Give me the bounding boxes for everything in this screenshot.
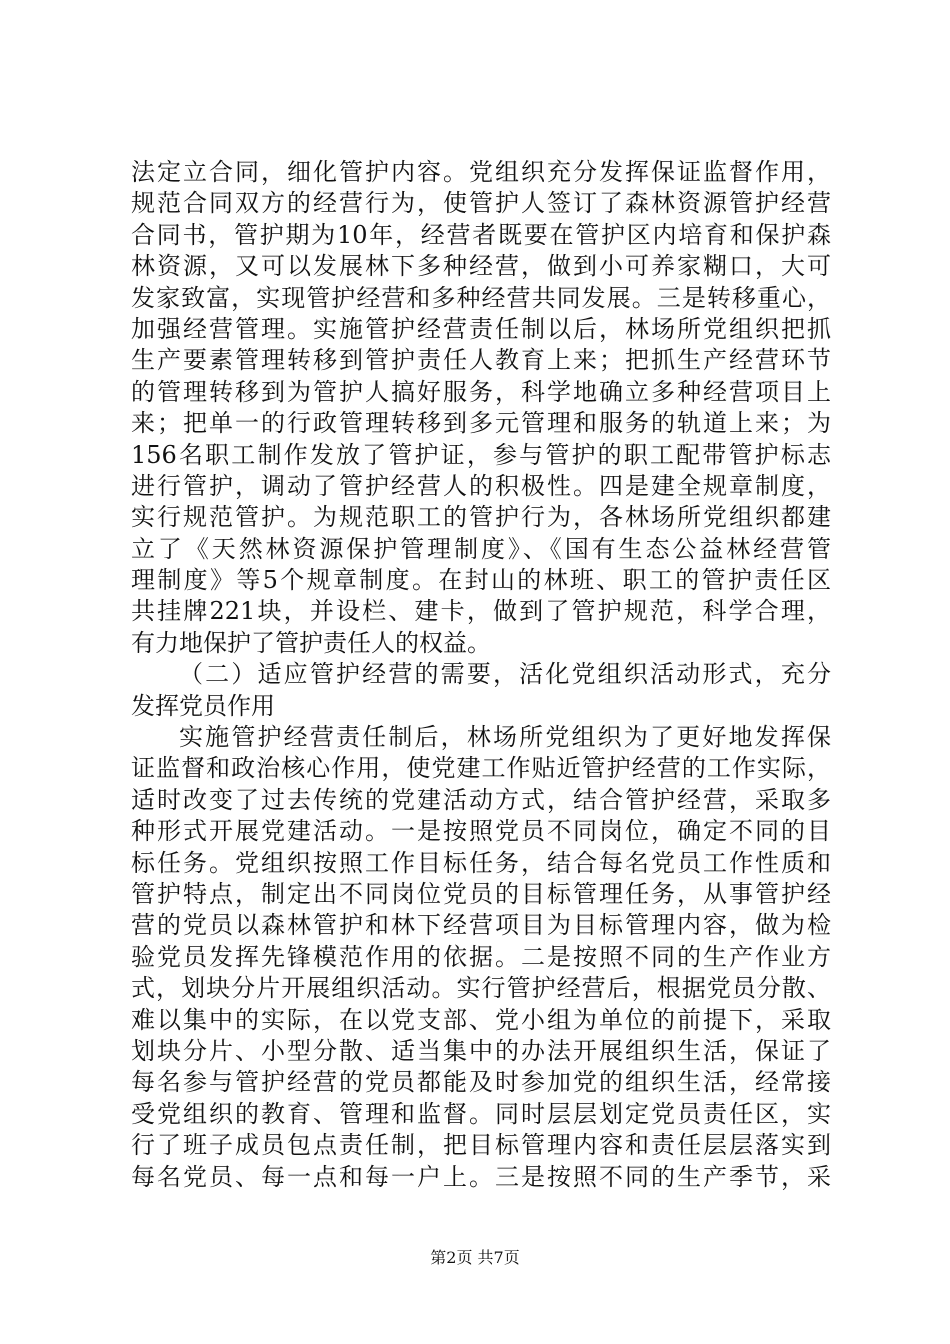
text-line: 共挂牌221块，并设栏、建卡，做到了管护规范，科学合理， [131, 597, 831, 626]
text-line: 理制度》等5个规章制度。在封山的林班、职工的管护责任区 [131, 566, 831, 595]
text-line: 划块分片、小型分散、适当集中的办法开展组织生活，保证了 [131, 1036, 831, 1065]
text-line-paragraph-start: 实施管护经营责任制后，林场所党组织为了更好地发挥保 [179, 723, 831, 752]
text-line: 的管理转移到为管护人搞好服务，科学地确立多种经营项目上 [131, 377, 831, 406]
text-line: 验党员发挥先锋模范作用的依据。二是按照不同的生产作业方 [131, 942, 831, 971]
text-line: 156名职工制作发放了管护证，参与管护的职工配带管护标志 [131, 440, 831, 469]
text-line: 营的党员以森林管护和林下经营项目为目标管理内容，做为检 [131, 911, 831, 940]
text-line: 式，划块分片开展组织活动。实行管护经营后，根据党员分散、 [131, 974, 831, 1003]
text-line: 证监督和政治核心作用，使党建工作贴近管护经营的工作实际， [131, 754, 831, 783]
text-line: 标任务。党组织按照工作目标任务，结合每名党员工作性质和 [131, 848, 831, 877]
text-line: 管护特点，制定出不同岗位党员的目标管理任务，从事管护经 [131, 879, 831, 908]
text-line: 实行规范管护。为规范职工的管护行为，各林场所党组织都建 [131, 503, 831, 532]
text-line: 进行管护，调动了管护经营人的积极性。四是建全规章制度， [131, 471, 831, 500]
text-line: 适时改变了过去传统的党建活动方式，结合管护经营，采取多 [131, 785, 831, 814]
text-line: 每名参与管护经营的党员都能及时参加党的组织生活，经常接 [131, 1068, 831, 1097]
text-line: 加强经营管理。实施管护经营责任制以后，林场所党组织把抓 [131, 314, 831, 343]
text-line: 难以集中的实际，在以党支部、党小组为单位的前提下，采取 [131, 1005, 831, 1034]
text-line: 受党组织的教育、管理和监督。同时层层划定党员责任区，实 [131, 1099, 831, 1128]
section-heading-line: （二）适应管护经营的需要，活化党组织活动形式，充分 [179, 660, 831, 689]
text-line: 生产要素管理转移到管护责任人教育上来；把抓生产经营环节 [131, 346, 831, 375]
text-line: 合同书，管护期为10年，经营者既要在管护区内培育和保护森 [131, 220, 831, 249]
text-line-paragraph-end: 有力地保护了管护责任人的权益。 [131, 628, 491, 657]
page-footer-page-number: 第2页 共7页 [430, 1248, 520, 1267]
document-body [131, 157, 831, 1193]
text-line: 立了《天然林资源保护管理制度》、《国有生态公益林经营管 [131, 534, 831, 563]
text-line: 发家致富，实现管护经营和多种经营共同发展。三是转移重心， [131, 283, 831, 312]
text-line: 种形式开展党建活动。一是按照党员不同岗位，确定不同的目 [131, 817, 831, 846]
text-line: 法定立合同，细化管护内容。党组织充分发挥保证监督作用， [131, 158, 831, 186]
text-line: 林资源，又可以发展林下多种经营，做到小可养家糊口，大可 [131, 252, 831, 281]
text-line: 行了班子成员包点责任制，把目标管理内容和责任层层落实到 [131, 1131, 831, 1160]
text-line: 规范合同双方的经营行为，使管护人签订了森林资源管护经营 [131, 189, 831, 218]
text-line: 每名党员、每一点和每一户上。三是按照不同的生产季节，采 [131, 1162, 831, 1191]
text-line: 来；把单一的行政管理转移到多元管理和服务的轨道上来；为 [131, 409, 831, 438]
section-heading-line-end: 发挥党员作用 [131, 691, 275, 720]
